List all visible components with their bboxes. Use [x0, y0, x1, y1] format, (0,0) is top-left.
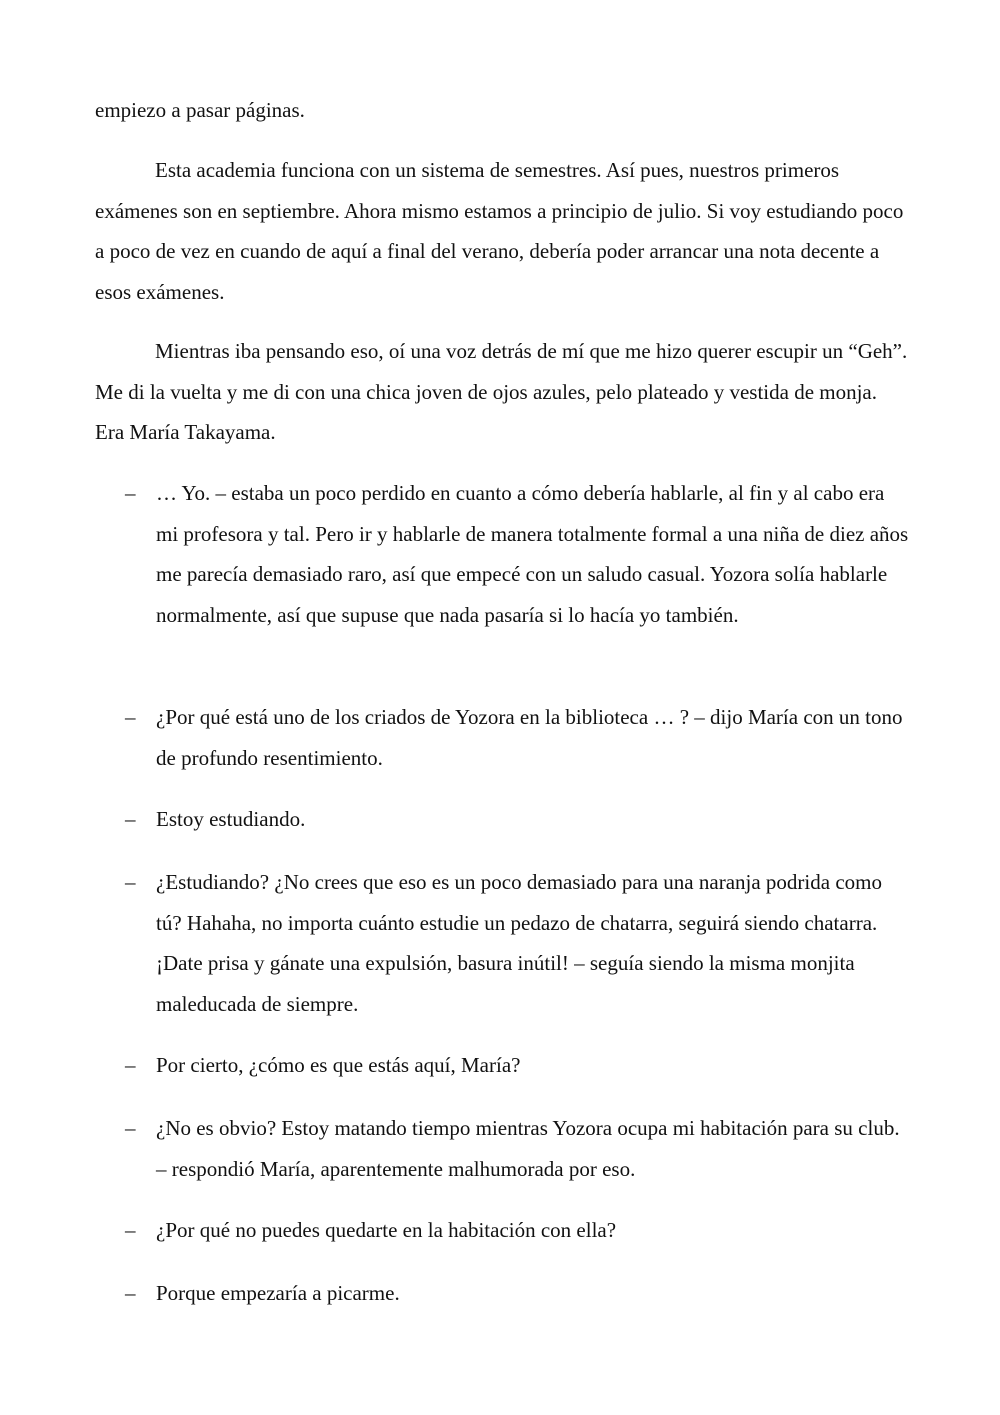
dialogue-dash: – [125, 1116, 136, 1140]
dialogue-text: ¿Por qué no puedes quedarte en la habitación con ella? [156, 1218, 617, 1242]
dialogue-text: Porque empezaría a picarme. [156, 1281, 400, 1305]
dialogue-line [95, 799, 910, 840]
dialogue-dash: – [125, 1218, 136, 1242]
dialogue-dash: – [125, 870, 136, 894]
dialogue-text: … Yo. – estaba un poco perdido en cuanto a cómo debería hablarle, al fin y al cabo era mi profesora y tal. Pero ir y hablarle de manera totalmente formal a una niña de diez años me parecía demasiado raro, así que empecé con un saludo casual. Yozora solía hablarle normalmente, así que supuse que nada pasaría si lo hacía yo también. [156, 481, 909, 628]
dialogue-text: ¿Por qué está uno de los criados de Yozora en la biblioteca … ? – dijo María con un tono de profundo resentimiento. [156, 705, 903, 770]
dialogue-dash: – [125, 807, 136, 831]
dialogue-line [95, 1210, 910, 1251]
dialogue-dash: – [125, 1053, 136, 1077]
dialogue-line [95, 1108, 910, 1189]
dialogue-line [95, 1045, 910, 1086]
paragraph-semesters: Esta academia funciona con un sistema de semestres. Así pues, nuestros primeros exámenes son en septiembre. Ahora mismo estamos a principio de julio. Si voy estudiando poco a poco de vez en cuando de aquí a final del verano, debería poder arrancar una nota decente a esos exámenes. [95, 158, 904, 305]
dialogue-text: ¿Estudiando? ¿No crees que eso es un poco demasiado para una naranja podrida como tú? Hahaha, no importa cuánto estudie un pedazo de chatarra, seguirá siendo chatarra. ¡Date prisa y gánate una expulsión, basura inútil! – seguía siendo la misma monjita maleducada de siempre. [156, 870, 882, 1017]
dialogue-dash: – [125, 705, 136, 729]
dialogue-line [95, 473, 910, 636]
dialogue-line [95, 862, 910, 1025]
paragraph-maria-appears: Mientras iba pensando eso, oí una voz detrás de mí que me hizo querer escupir un “Geh”. Me di la vuelta y me di con una chica joven de ojos azules, pelo plateado y vestida de monja. Era María Takayama. [95, 339, 908, 445]
paragraph-continuation: empiezo a pasar páginas. [95, 98, 305, 122]
dialogue-dash: – [125, 481, 136, 505]
dialogue-text: Por cierto, ¿cómo es que estás aquí, María? [156, 1053, 521, 1077]
dialogue-text: Estoy estudiando. [156, 807, 306, 831]
dialogue-line [95, 1273, 910, 1314]
dialogue-line [95, 697, 910, 778]
dialogue-dash: – [125, 1281, 136, 1305]
dialogue-text: ¿No es obvio? Estoy matando tiempo mientras Yozora ocupa mi habitación para su club. – respondió María, aparentemente malhumorada por eso. [156, 1116, 900, 1181]
